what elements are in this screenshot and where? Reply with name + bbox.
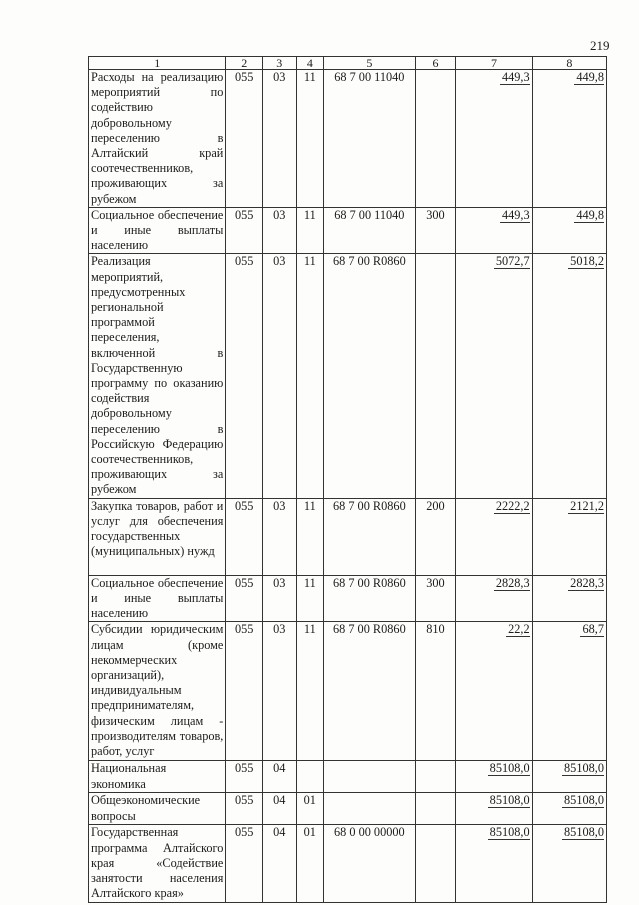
row-value-7	[456, 761, 532, 793]
row-code-4: 11	[296, 622, 323, 761]
row-code-5: 68 7 00 R0860	[324, 575, 416, 622]
row-code-2: 055	[226, 622, 263, 761]
row-code-4	[296, 761, 323, 793]
header-cell-5: 5	[324, 57, 416, 70]
row-value-7-text: 2222,2	[495, 498, 530, 513]
header-row	[89, 57, 607, 70]
row-value-8	[532, 207, 606, 254]
row-value-8-text: 2828,3	[570, 575, 604, 590]
row-value-7	[456, 254, 532, 498]
row-code-2: 055	[226, 793, 263, 825]
row-value-7	[456, 207, 532, 254]
row-code-3: 04	[263, 825, 297, 903]
row-value-7-text: 85108,0	[489, 825, 530, 840]
header-cell-6: 6	[415, 57, 456, 70]
row-code-6: 810	[415, 622, 456, 761]
row-value-7	[456, 70, 532, 208]
table-row	[89, 793, 607, 825]
row-value-7	[456, 825, 532, 903]
row-value-7	[456, 622, 532, 761]
row-code-3: 03	[263, 207, 297, 254]
row-value-8-text: 5018,2	[570, 254, 604, 269]
row-code-3: 03	[263, 254, 297, 498]
table-row	[89, 825, 607, 903]
row-value-7	[456, 575, 532, 622]
row-code-4: 11	[296, 575, 323, 622]
row-code-5	[324, 793, 416, 825]
row-code-6: 300	[415, 575, 456, 622]
row-value-8	[532, 498, 606, 575]
row-code-2: 055	[226, 254, 263, 498]
row-value-8-text: 449,8	[576, 207, 604, 222]
row-name: Государственная программа Алтайского края «Содействие занятости населения Алтайского края»	[89, 825, 226, 903]
row-value-7-text: 85108,0	[489, 793, 530, 808]
table-row	[89, 622, 607, 761]
row-name: Субсидии юридическим лицам (кроме некоммерческих организаций), индивидуальным предпринимателям, физическим лицам - производителям товаров, работ, услуг	[89, 622, 226, 761]
row-value-8	[532, 70, 606, 208]
row-code-5: 68 7 00 R0860	[324, 254, 416, 498]
row-value-7	[456, 793, 532, 825]
row-name: Социальное обеспечение и иные выплаты населению	[89, 575, 226, 622]
row-name: Закупка товаров, работ и услуг для обеспечения государственных (муниципальных) нужд	[89, 498, 226, 575]
row-code-2: 055	[226, 207, 263, 254]
budget-table	[88, 56, 607, 903]
row-value-8-text: 85108,0	[564, 793, 604, 808]
table-row	[89, 575, 607, 622]
page-number: 219	[590, 38, 610, 53]
row-code-3: 04	[263, 761, 297, 793]
row-name: Реализация мероприятий, предусмотренных региональной программой переселения, включенной в Государственную программу по оказанию содействия добровольному переселению в Российскую Федерацию соотечественников, проживающих за рубежом	[89, 254, 226, 498]
row-code-4: 01	[296, 793, 323, 825]
row-value-8	[532, 825, 606, 903]
table-row	[89, 761, 607, 793]
row-value-8-text: 449,8	[576, 70, 604, 84]
row-code-6	[415, 761, 456, 793]
row-name: Общеэкономические вопросы	[89, 793, 226, 825]
row-code-4: 01	[296, 825, 323, 903]
row-code-4: 11	[296, 498, 323, 575]
row-value-8-text: 2121,2	[570, 498, 604, 513]
row-value-7-text: 449,3	[501, 207, 530, 222]
row-value-7-text: 22,2	[508, 622, 530, 637]
row-value-8-text: 68,7	[582, 622, 604, 637]
row-value-8	[532, 254, 606, 498]
row-code-2: 055	[226, 498, 263, 575]
row-value-8	[532, 761, 606, 793]
row-code-3: 04	[263, 793, 297, 825]
row-code-6: 200	[415, 498, 456, 575]
row-code-6: 300	[415, 207, 456, 254]
row-code-6	[415, 70, 456, 208]
row-value-8	[532, 622, 606, 761]
row-code-5: 68 7 00 11040	[324, 70, 416, 208]
header-cell-2: 2	[226, 57, 263, 70]
row-code-2: 055	[226, 761, 263, 793]
row-code-6	[415, 825, 456, 903]
row-code-6	[415, 793, 456, 825]
row-value-7-text: 449,3	[501, 70, 530, 84]
row-code-2: 055	[226, 575, 263, 622]
row-value-7-text: 2828,3	[495, 575, 530, 590]
row-value-8-text: 85108,0	[564, 761, 604, 776]
table-row	[89, 254, 607, 498]
row-value-8	[532, 575, 606, 622]
row-code-5: 68 0 00 00000	[324, 825, 416, 903]
header-cell-1: 1	[89, 57, 226, 70]
row-code-2: 055	[226, 825, 263, 903]
row-code-5: 68 7 00 R0860	[324, 498, 416, 575]
header-cell-7: 7	[456, 57, 532, 70]
row-value-8	[532, 793, 606, 825]
row-name: Расходы на реализацию мероприятий по содействию добровольному переселению в Алтайский край соотечественников, проживающих за рубежом	[89, 70, 226, 208]
row-code-5: 68 7 00 11040	[324, 207, 416, 254]
header-cell-4: 4	[296, 57, 323, 70]
row-code-3: 03	[263, 575, 297, 622]
row-code-5: 68 7 00 R0860	[324, 622, 416, 761]
table-row	[89, 498, 607, 575]
row-value-7	[456, 498, 532, 575]
row-code-3: 03	[263, 70, 297, 208]
header-cell-8: 8	[532, 57, 606, 70]
row-code-4: 11	[296, 70, 323, 208]
row-name: Социальное обеспечение и иные выплаты населению	[89, 207, 226, 254]
table-row	[89, 70, 607, 208]
row-code-4: 11	[296, 207, 323, 254]
row-code-5	[324, 761, 416, 793]
row-code-6	[415, 254, 456, 498]
row-value-7-text: 85108,0	[489, 761, 530, 776]
row-name: Национальная экономика	[89, 761, 226, 793]
row-value-7-text: 5072,7	[495, 254, 530, 269]
header-cell-3: 3	[263, 57, 297, 70]
row-code-3: 03	[263, 498, 297, 575]
row-code-3: 03	[263, 622, 297, 761]
row-code-2: 055	[226, 70, 263, 208]
row-value-8-text: 85108,0	[564, 825, 604, 840]
table-row	[89, 207, 607, 254]
row-code-4: 11	[296, 254, 323, 498]
